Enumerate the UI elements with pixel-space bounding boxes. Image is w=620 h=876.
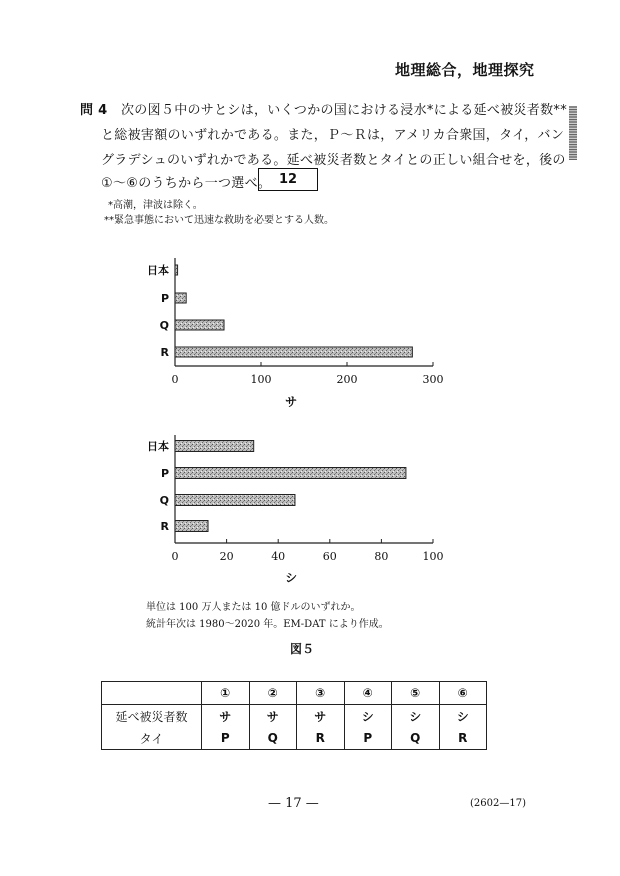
- x-tick-label: 100: [250, 373, 272, 386]
- chart-sa: [147, 258, 444, 409]
- choices-row-thailand: [102, 727, 487, 750]
- answer-number-box: 12: [258, 168, 318, 191]
- x-tick-label: 300: [422, 373, 444, 386]
- category-label: R: [160, 346, 169, 359]
- table-cell: シ: [439, 705, 487, 728]
- table-cell: Q: [249, 727, 297, 750]
- table-cell: P: [202, 727, 250, 750]
- row-label: タイ: [102, 727, 202, 750]
- x-tick-label: 0: [171, 550, 179, 563]
- choice-header-1: ①: [202, 682, 250, 705]
- choice-header-6: ⑥: [439, 682, 487, 705]
- x-tick-label: 0: [171, 373, 179, 386]
- choice-header-5: ⑤: [392, 682, 440, 705]
- table-cell: R: [297, 727, 345, 750]
- table-cell: サ: [297, 705, 345, 728]
- category-label: 日本: [147, 440, 169, 453]
- choice-header-3: ③: [297, 682, 345, 705]
- category-label: P: [160, 467, 169, 480]
- category-label: Q: [159, 494, 169, 507]
- table-cell: P: [344, 727, 392, 750]
- category-label: 日本: [147, 264, 169, 277]
- footnote-2: **緊急事態において迅速な救助を必要とする人数。: [104, 215, 334, 226]
- question-label: 問 4: [80, 103, 108, 118]
- question-line-2: と総被害額のいずれかである。また，Ｐ～Ｒは，アメリカ合衆国，タイ，バン: [101, 128, 565, 143]
- bar-japan: [175, 265, 178, 275]
- table-cell: サ: [249, 705, 297, 728]
- chart-title: サ: [285, 395, 298, 409]
- figure-source-line-2: 統計年次は 1980～2020 年。EM-DAT により作成。: [146, 619, 389, 630]
- choices-row-victims: [102, 705, 487, 728]
- document-code: (2602—17): [470, 798, 526, 809]
- choice-header-2: ②: [249, 682, 297, 705]
- category-label: R: [160, 520, 169, 533]
- x-tick-label: 20: [219, 550, 234, 563]
- x-tick-label: 100: [422, 550, 444, 563]
- x-tick-label: 40: [271, 550, 286, 563]
- choices-header-row: [102, 682, 487, 705]
- section-title: 地理総合，地理探究: [395, 61, 535, 79]
- table-cell: R: [439, 727, 487, 750]
- bar-p: [175, 293, 186, 303]
- bar-q: [175, 495, 295, 506]
- bar-q: [175, 320, 224, 330]
- category-label: Q: [159, 319, 169, 332]
- choices-table: [101, 681, 487, 750]
- figure-source-line-1: 単位は 100 万人または 10 億ドルのいずれか。: [146, 602, 361, 613]
- category-label: P: [160, 292, 169, 305]
- bar-r: [175, 521, 208, 532]
- bar-p: [175, 468, 406, 479]
- table-cell: シ: [392, 705, 440, 728]
- question-line-4: ①～⑥のうちから一つ選べ。: [101, 176, 272, 191]
- bar-r: [175, 347, 412, 357]
- x-tick-label: 60: [322, 550, 337, 563]
- table-cell: Q: [392, 727, 440, 750]
- figure-label: 図５: [290, 642, 315, 656]
- row-label: 延べ被災者数: [102, 705, 202, 728]
- table-cell: シ: [344, 705, 392, 728]
- x-tick-label: 80: [374, 550, 389, 563]
- header-cell-empty: [102, 682, 202, 705]
- table-cell: サ: [202, 705, 250, 728]
- bar-japan: [175, 441, 254, 452]
- footnote-1: *高潮，津波は除く。: [108, 200, 203, 211]
- question-line-3: グラデシュのいずれかである。延べ被災者数とタイとの正しい組合せを，後の: [101, 153, 566, 168]
- page-number: — 17 —: [268, 796, 319, 811]
- chart-shi: [147, 435, 444, 585]
- x-tick-label: 200: [336, 373, 358, 386]
- question-line-1: 次の図５中のサとシは，いくつかの国における浸水*による延べ被災者数**: [121, 103, 567, 118]
- chart-title: シ: [285, 571, 298, 585]
- choice-header-4: ④: [344, 682, 392, 705]
